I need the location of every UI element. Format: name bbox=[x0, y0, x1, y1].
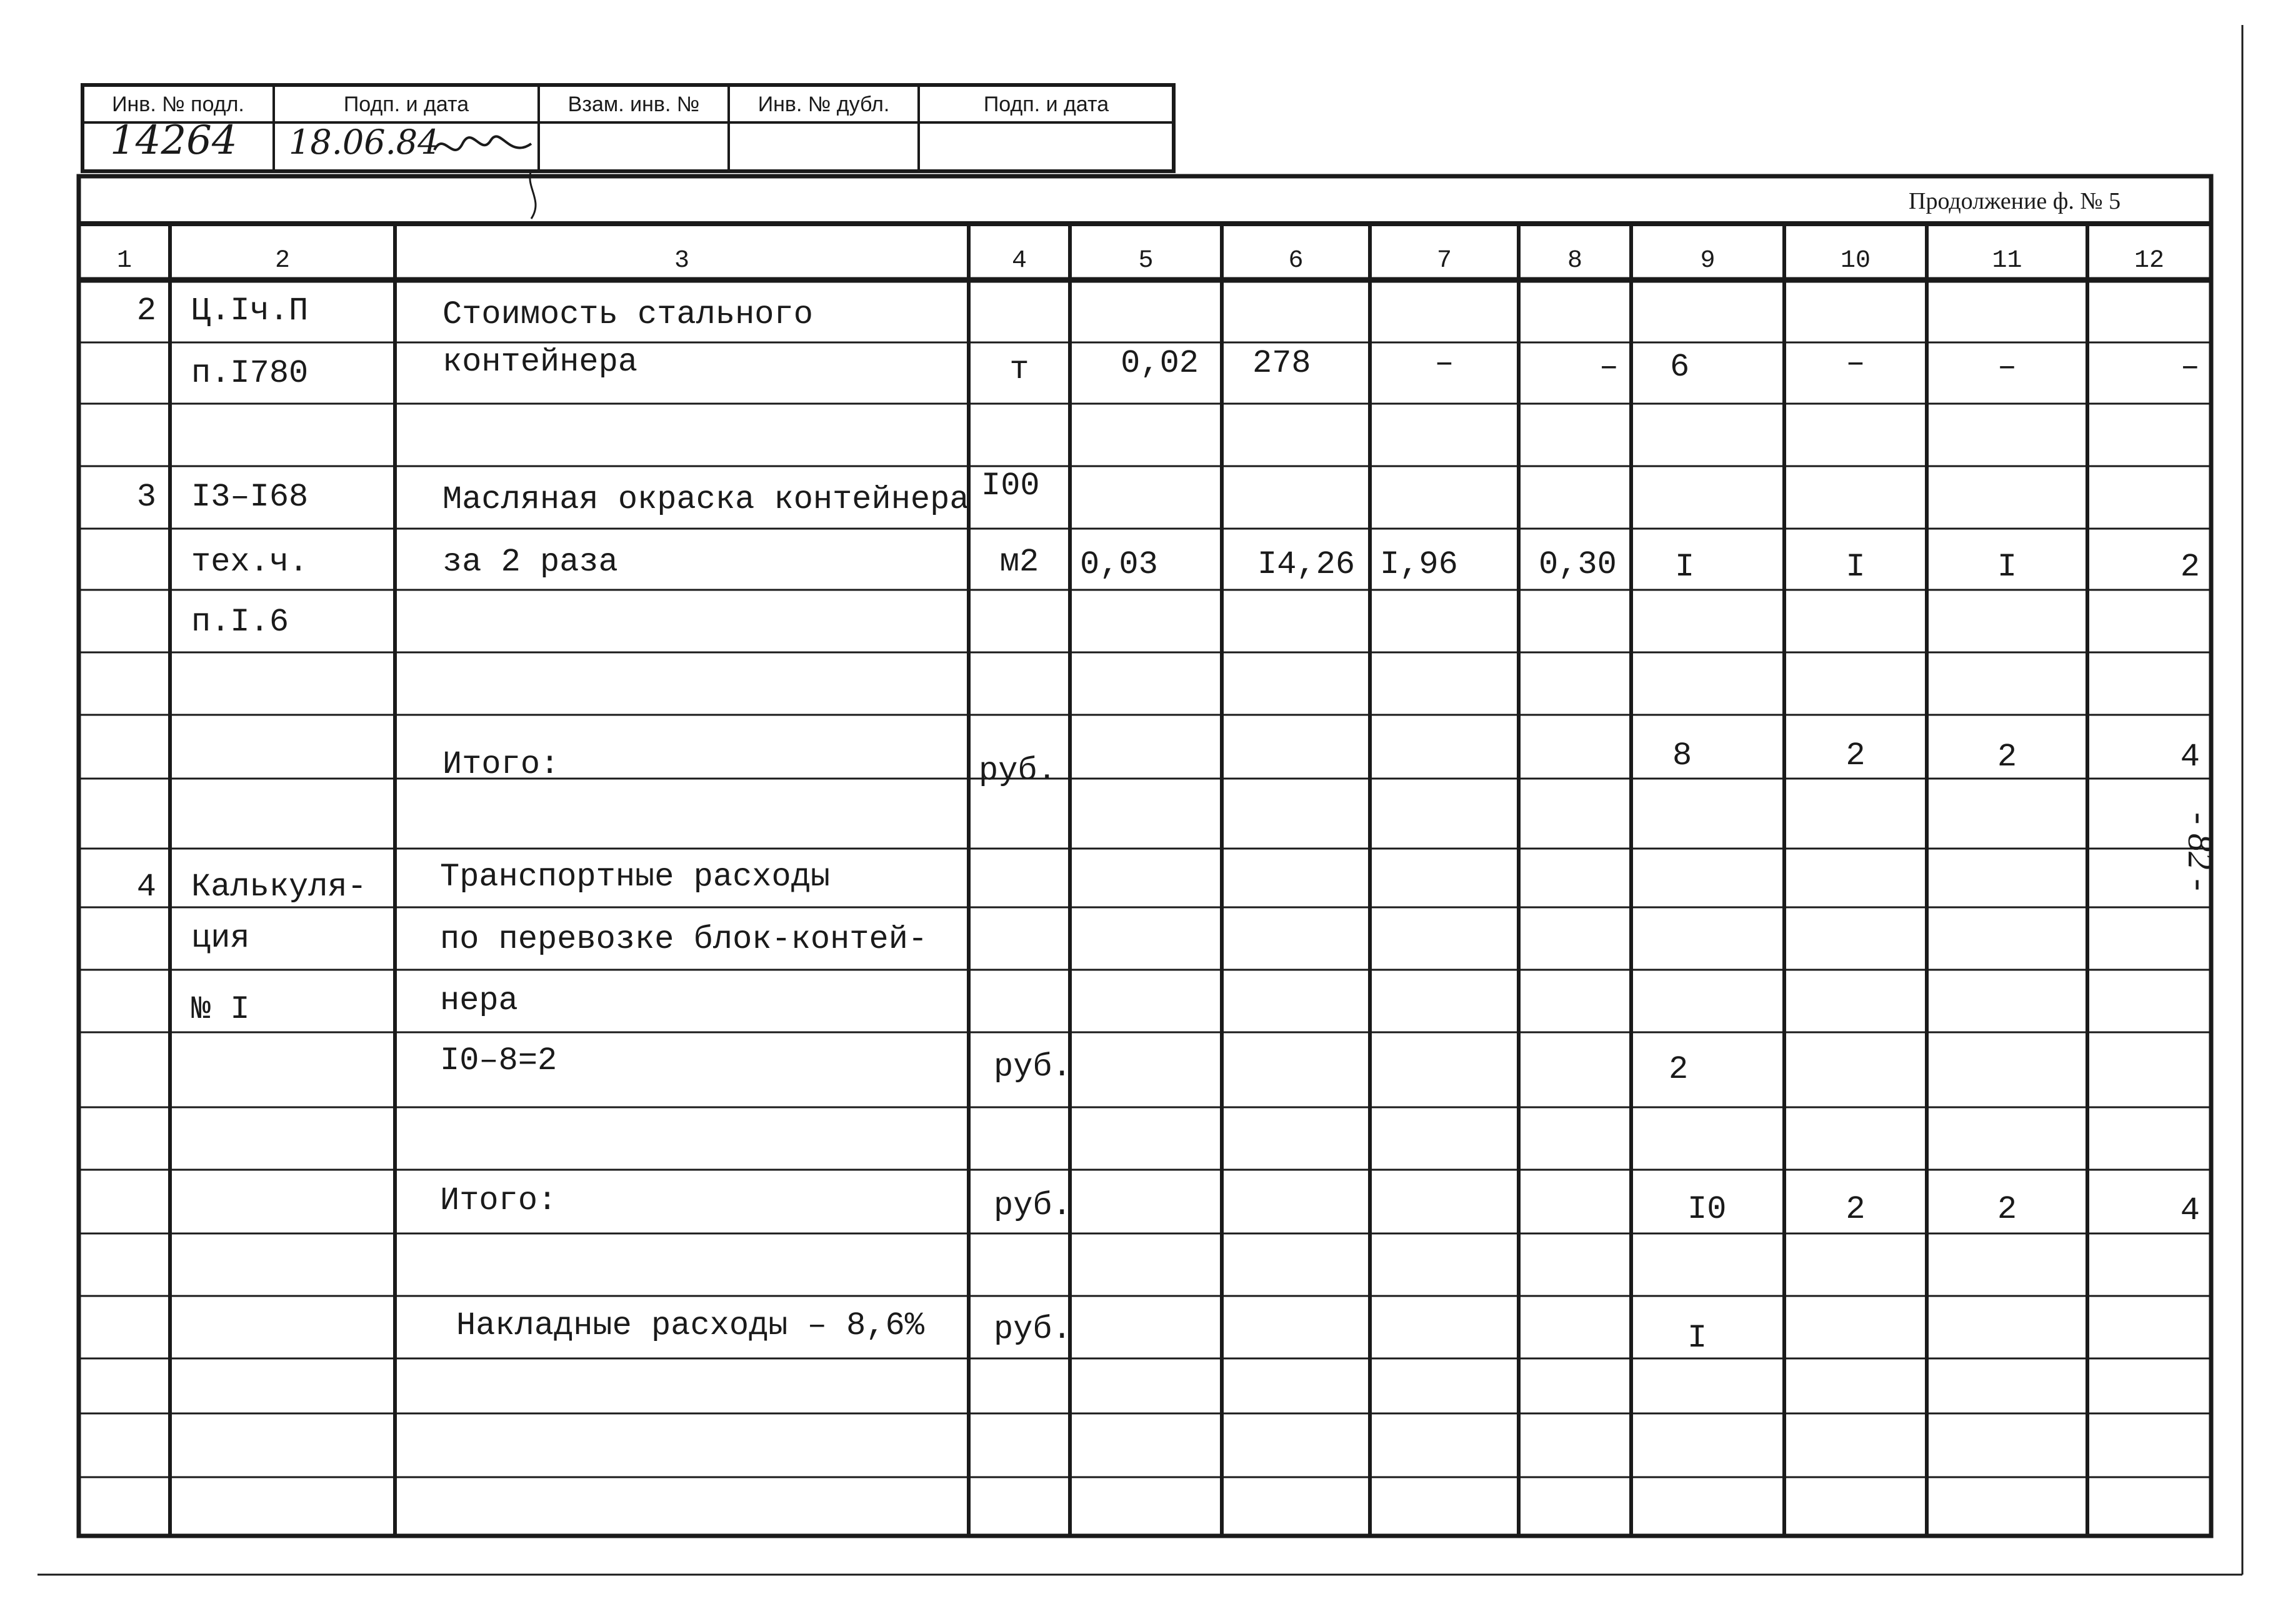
item4-c9: 2 bbox=[1669, 1051, 1689, 1088]
item4-desc4: I0–8=2 bbox=[440, 1042, 557, 1079]
item2-c5: 0,02 bbox=[1121, 345, 1199, 382]
col-header-5: 5 bbox=[1138, 247, 1154, 275]
total2-unit: руб. bbox=[994, 1187, 1072, 1224]
total1-c10: 2 bbox=[1846, 737, 1866, 774]
stamp-header-dup: Инв. № дубл. bbox=[757, 92, 890, 116]
item2-c10: – bbox=[1846, 345, 1866, 382]
col-header-8: 8 bbox=[1567, 247, 1582, 275]
item2-ref2: п.I780 bbox=[191, 355, 309, 392]
col-header-7: 7 bbox=[1436, 247, 1452, 275]
item2-desc2: контейнера bbox=[442, 344, 638, 381]
col-header-10: 10 bbox=[1840, 247, 1871, 275]
col-header-11: 11 bbox=[1992, 247, 2022, 275]
overhead-label: Накладные расходы – 8,6% bbox=[456, 1307, 924, 1344]
item3-ref2: тех.ч. bbox=[191, 544, 309, 580]
total2-c11: 2 bbox=[1997, 1191, 2017, 1228]
col-header-4: 4 bbox=[1011, 247, 1027, 275]
stamp-sign-date: 18.06.84 bbox=[289, 122, 439, 162]
stamp-header-sign2: Подп. и дата bbox=[983, 92, 1109, 116]
item3-num: 3 bbox=[136, 479, 156, 516]
item4-desc1: Транспортные расходы bbox=[440, 859, 831, 895]
page-number: - 82 - bbox=[2181, 812, 2221, 891]
overhead-c9: I bbox=[1687, 1320, 1707, 1357]
item2-c11: – bbox=[1997, 349, 2017, 386]
continuation-label: Продолжение ф. № 5 bbox=[1909, 188, 2121, 214]
col-header-2: 2 bbox=[274, 247, 290, 275]
item3-c11: I bbox=[1997, 549, 2017, 585]
stamp-header-replace: Взам. инв. № bbox=[567, 92, 700, 116]
stamp-inv-number: 14264 bbox=[110, 117, 237, 164]
item4-ref2: ция bbox=[191, 920, 250, 957]
item4-num: 4 bbox=[136, 869, 156, 905]
total1-unit: руб. bbox=[979, 752, 1057, 789]
item4-ref1: Калькуля- bbox=[191, 869, 367, 905]
item3-c5: 0,03 bbox=[1080, 546, 1158, 583]
item3-ref1: I3–I68 bbox=[191, 479, 309, 516]
col-header-3: 3 bbox=[674, 247, 689, 275]
col-header-1: 1 bbox=[116, 247, 132, 275]
stamp-header-inv: Инв. № подл. bbox=[112, 92, 244, 116]
item2-unit: т bbox=[1009, 351, 1029, 388]
overhead-unit: руб. bbox=[994, 1311, 1072, 1348]
total2-label: Итого: bbox=[440, 1182, 557, 1219]
item3-c8: 0,30 bbox=[1539, 546, 1617, 583]
item2-num: 2 bbox=[136, 292, 156, 329]
total1-c12: 4 bbox=[2180, 739, 2200, 775]
item2-c7: – bbox=[1434, 345, 1454, 382]
total1-c11: 2 bbox=[1997, 739, 2017, 775]
item3-c9: I bbox=[1675, 549, 1695, 585]
item4-desc2: по перевозке блок-контей- bbox=[440, 921, 928, 958]
col-header-12: 12 bbox=[2134, 247, 2164, 275]
item2-c12: – bbox=[2180, 349, 2200, 386]
total2-c9: I0 bbox=[1687, 1191, 1727, 1228]
col-header-6: 6 bbox=[1288, 247, 1304, 275]
col-header-9: 9 bbox=[1700, 247, 1716, 275]
item3-desc1: Масляная окраска контейнера bbox=[442, 481, 969, 518]
item3-c7: I,96 bbox=[1380, 546, 1458, 583]
item3-unit2: м2 bbox=[999, 544, 1039, 580]
item4-ref3: № I bbox=[191, 991, 250, 1028]
total1-c9: 8 bbox=[1672, 737, 1692, 774]
item2-ref1: Ц.Iч.П bbox=[191, 292, 309, 329]
item4-unit: руб. bbox=[994, 1049, 1072, 1085]
item3-c6: I4,26 bbox=[1257, 546, 1356, 583]
stamp-header-sign: Подп. и дата bbox=[343, 92, 469, 116]
item3-desc2: за 2 раза bbox=[442, 544, 618, 580]
item2-c8: – bbox=[1599, 349, 1619, 386]
total2-c12: 4 bbox=[2180, 1192, 2200, 1229]
item3-unit1: I00 bbox=[981, 467, 1040, 504]
item3-c10: I bbox=[1846, 549, 1866, 585]
item2-desc1: Стоимость стального bbox=[442, 296, 813, 333]
signature-icon bbox=[431, 125, 537, 169]
total2-c10: 2 bbox=[1846, 1191, 1866, 1228]
item4-desc3: нера bbox=[440, 982, 518, 1019]
item2-c6: 278 bbox=[1252, 345, 1311, 382]
item2-c9: 6 bbox=[1670, 349, 1690, 386]
item3-ref3: п.I.6 bbox=[191, 604, 289, 640]
total1-label: Итого: bbox=[442, 746, 560, 783]
item3-c12: 2 bbox=[2180, 549, 2200, 585]
